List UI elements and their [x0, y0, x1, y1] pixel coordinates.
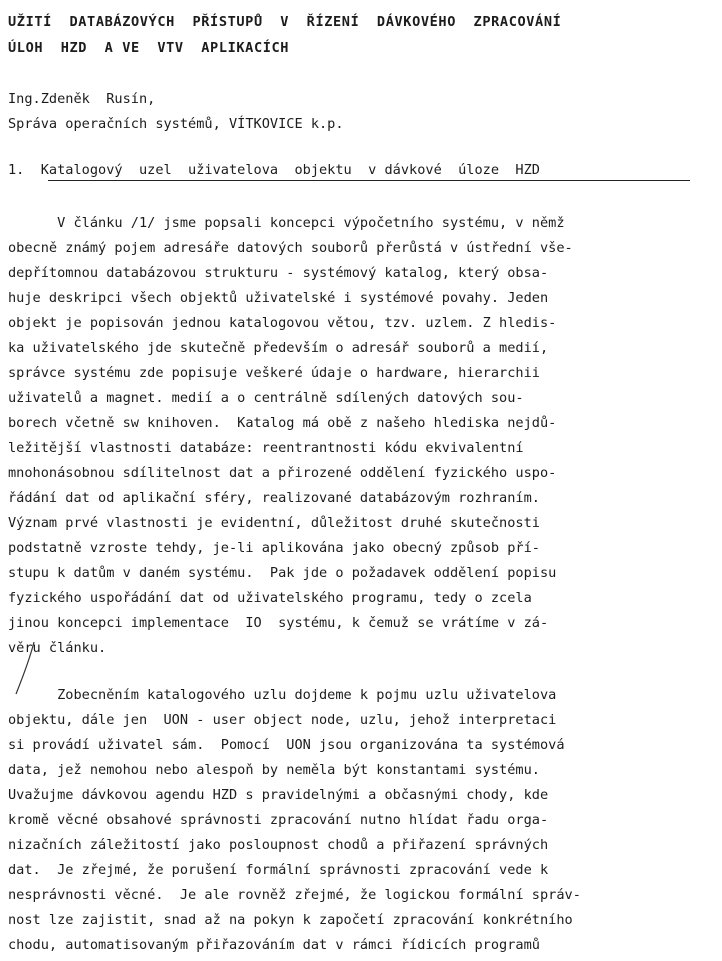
document-title-line-1: UŽITÍ DATABÁZOVÝCH PŘÍSTUPŮ V ŘÍZENÍ DÁVKOVÉHO ZPRACOVÁNÍ: [8, 14, 562, 30]
paragraph-2-line: dat. Je zřejmé, že porušení formální správnosti zpracování vede k: [8, 862, 549, 878]
paragraph-2-line: chodu, automatisovaným přiřazováním dat v rámci řídicích programů: [8, 937, 540, 953]
paragraph-1-line: V článku /1/ jsme popsali koncepci výpočetního systému, v němž: [8, 215, 565, 231]
paragraph-2-line: Uvažujme dávkovou agendu HZD s pravidelnými a občasnými chody, kde: [8, 787, 549, 803]
section-heading: 1. Katalogový uzel uživatelova objektu v dávkové úloze HZD: [8, 162, 540, 178]
paragraph-1-line: objekt je popisován jednou katalogovou větou, tzv. uzlem. Z hledis-: [8, 315, 557, 331]
paragraph-1-line: huje deskripci všech objektů uživatelské i systémové povahy. Jeden: [8, 290, 549, 306]
paragraph-1-line: ka uživatelského jde skutečně především o adresář souborů a medií,: [8, 340, 549, 356]
paragraph-1-line: jinou koncepci implementace IO systému, k čemuž se vrátíme v zá-: [8, 615, 549, 631]
paragraph-1-line: ležitější vlastnosti databáze: reentrantnosti kódu ekvivalentní: [8, 440, 524, 456]
document-title-line-2: ÚLOH HZD A VE VTV APLIKACÍCH: [8, 40, 290, 56]
paragraph-1-line: věru článku.: [8, 640, 107, 656]
section-heading-underline: [48, 180, 690, 181]
paragraph-2-line: kromě věcné obsahové správnosti zpracování nutno hlídat řadu orga-: [8, 812, 549, 828]
paragraph-1-line: správce systému zde popisuje veškeré údaje o hardware, hierarchii: [8, 365, 540, 381]
author-affiliation: Správa operačních systémů, VÍTKOVICE k.p.: [8, 116, 344, 132]
paragraph-1-line: depřítomnou databázovou strukturu - systémový katalog, který obsa-: [8, 265, 549, 281]
paragraph-1-line: mnohonásobnou sdílitelnost dat a přirozené oddělení fyzického uspo-: [8, 465, 557, 481]
paragraph-2-line: data, jež nemohou nebo alespoň by neměla být konstantami systému.: [8, 762, 540, 778]
paragraph-1-line: stupu k datům v daném systému. Pak jde o požadavek oddělení popisu: [8, 565, 557, 581]
paragraph-1-line: obecně známý pojem adresáře datových souborů přerůstá v ústřední vše-: [8, 240, 573, 256]
paragraph-2-line: si provádí uživatel sám. Pomocí UON jsou organizována ta systémová: [8, 737, 565, 753]
author-name: Ing.Zdeněk Rusín,: [8, 91, 156, 107]
paragraph-1-line: podstatně vzroste tehdy, je-li aplikována jako obecný způsob pří-: [8, 540, 540, 556]
paragraph-1-line: fyzického uspořádání dat od uživatelského programu, tedy o zcela: [8, 590, 532, 606]
paragraph-1-line: borech včetně sw knihoven. Katalog má obě z našeho hlediska nejdů-: [8, 415, 557, 431]
paragraph-2-line: nost lze zajistit, snad až na pokyn k započetí zpracování konkrétního: [8, 912, 573, 928]
paragraph-1-line: řádání dat od aplikační sféry, realizované databázovým rozhraním.: [8, 490, 540, 506]
paragraph-2-line: Zobecněním katalogového uzlu dojdeme k pojmu uzlu uživatelova: [8, 687, 557, 703]
paragraph-1-line: Význam prvé vlastnosti je evidentní, důležitost druhé skutečnosti: [8, 515, 540, 531]
paragraph-2-line: objektu, dále jen UON - user object node, uzlu, jehož interpretaci: [8, 712, 557, 728]
paragraph-2-line: nesprávnosti věcné. Je ale rovněž zřejmé, že logickou formální správ-: [8, 887, 581, 903]
paragraph-2-line: nizačních záležitostí jako posloupnost chodů a přiřazení správných: [8, 837, 549, 853]
paragraph-1-line: uživatelů a magnet. medií a o centrálně sdílených datových sou-: [8, 390, 524, 406]
